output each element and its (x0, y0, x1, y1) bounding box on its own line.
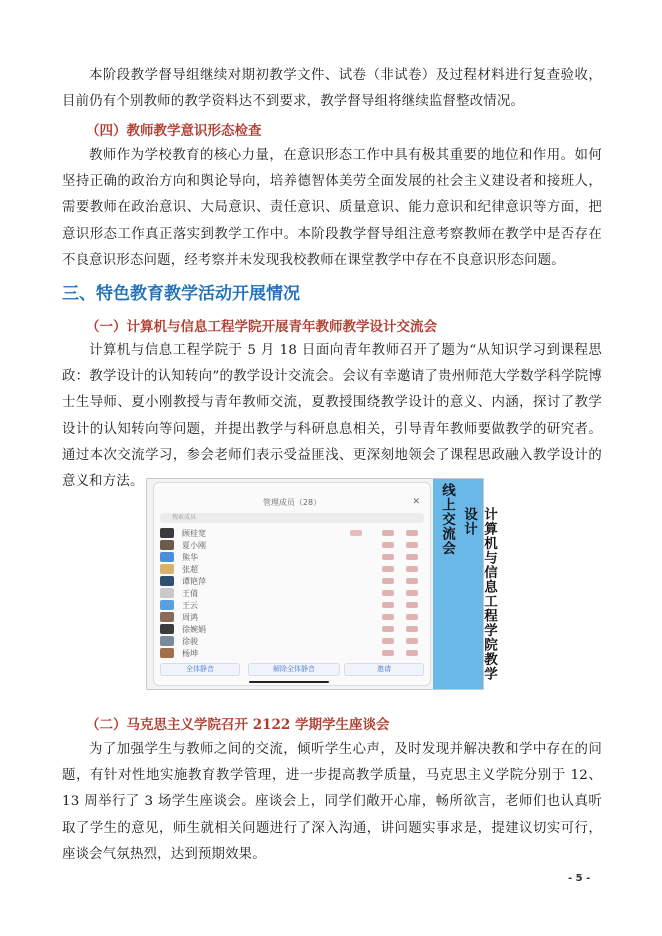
member-name: 杨坤 (182, 649, 198, 658)
member-row (160, 527, 422, 539)
mute-all-button[interactable]: 全体静音 (160, 663, 240, 676)
phone-title: 管理成员（28） (262, 498, 322, 507)
more-icon (406, 626, 418, 632)
paragraph-teaching-design-exchange: 计算机与信息工程学院于 5 月 18 日面向青年教师召开了题为“从知识学习到课程思政：教学设计的认知转向”的教学设计交流会。会议有幸邀请了贵州师范大学数学科学院博士生导师、夏小刚教授与青年教师交流，夏教授围绕教学设计的意义、内涵，探讨了教学设计的认知转向等问题，并提出教学与科研息息相关，引导青年教师要做教学的研究者。通过本次交流学习，参会老师们表示受益匪浅、更深刻地领会了课程思政融入教学设计的意义和方法。 (62, 343, 602, 490)
page-number: - 5 - (568, 873, 591, 884)
more-icon (406, 590, 418, 596)
avatar (160, 600, 174, 610)
avatar (160, 576, 174, 586)
member-row (160, 587, 422, 599)
more-icon (406, 578, 418, 584)
close-icon: ✕ (412, 497, 420, 507)
member-name: 熊华 (182, 553, 198, 562)
more-icon (406, 530, 418, 536)
camera-icon (382, 638, 394, 644)
avatar (160, 636, 174, 646)
member-row (160, 611, 422, 623)
paragraph-student-forum: 为了加强学生与教师之间的交流，倾听学生心声，及时发现并解决教和学中存在的问题，有针对性地实施教育教学管理，进一步提高教学质量，马克思主义学院分别于 12、13 周举行了 3 场学生座谈会。座谈会上，同学们敞开心扉，畅所欲言，老师们也认真听取了学生的意见，师生就相关问题进行了深入沟通，讲问题实事求是，提建议切实可行，座谈会气氛热烈，达到预期效果。 (62, 742, 602, 862)
phone-screenshot (153, 482, 431, 686)
phone-search-bar: 搜索成员 (160, 513, 424, 523)
figure-caption-panel (433, 479, 497, 689)
member-row (160, 647, 422, 659)
avatar (160, 588, 174, 598)
member-row (160, 539, 422, 551)
more-icon (406, 614, 418, 620)
section-heading-featured-activities: 三、特色教育教学活动开展情况 (62, 284, 300, 304)
member-name: 王倩 (182, 589, 198, 598)
avatar (160, 624, 174, 634)
member-name: 张超 (182, 565, 198, 574)
paragraph-ideology-check: 教师作为学校教育的核心力量，在意识形态工作中具有极其重要的地位和作用。如何坚持正确的政治方向和舆论导向，培养德智体美劳全面发展的社会主义建设者和接班人，需要教师在政治意识、大局意识、责任意识、质量意识、能力意识和纪律意识等方面，把意识形态工作真正落实到教学工作中。本阶段教学督导组注意考察教师在教学中是否存在不良意识形态问题，经考察并未发现我校教师在课堂教学中存在不良意识形态问题。 (62, 148, 602, 268)
more-icon (406, 554, 418, 560)
more-icon (406, 650, 418, 656)
avatar (160, 540, 174, 550)
section-heading-teaching-design-exchange: （一）计算机与信息工程学院开展青年教师教学设计交流会 (86, 319, 437, 335)
home-indicator (249, 681, 329, 683)
avatar (160, 564, 174, 574)
meeting-screenshot-figure (146, 478, 497, 690)
member-row (160, 551, 422, 563)
camera-icon (382, 530, 394, 536)
invite-button[interactable]: 邀请 (344, 663, 424, 676)
member-name: 夏小刚 (182, 541, 206, 550)
member-name: 顾桂宽 (182, 529, 206, 538)
camera-icon (382, 566, 394, 572)
avatar (160, 612, 174, 622)
camera-icon (382, 614, 394, 620)
section-heading-ideology-check: （四）教师教学意识形态检查 (86, 123, 262, 139)
member-row (160, 635, 422, 647)
member-name: 谭艳萍 (182, 577, 206, 586)
section-heading-student-forum: （二）马克思主义学院召开 2122 学期学生座谈会 (86, 717, 390, 733)
member-name: 王云 (182, 601, 198, 610)
member-row (160, 563, 422, 575)
camera-icon (382, 590, 394, 596)
unmute-all-button[interactable]: 解除全体静音 (248, 663, 340, 676)
camera-icon (382, 554, 394, 560)
caption-college-design: 计算机与信息工程学院教学设计 (461, 507, 497, 681)
camera-icon (382, 626, 394, 632)
member-row (160, 599, 422, 611)
mic-icon (350, 530, 362, 536)
member-name: 徐婉娟 (182, 625, 206, 634)
avatar (160, 528, 174, 538)
camera-icon (382, 602, 394, 608)
member-name: 徐骏 (182, 637, 198, 646)
camera-icon (382, 578, 394, 584)
paragraph-supervision-review: 本阶段教学督导组继续对期初教学文件、试卷（非试卷）及过程材料进行复查验收，目前仍有个别教师的教学资料达不到要求，教学督导组将继续监督整改情况。 (62, 68, 602, 110)
avatar (160, 648, 174, 658)
more-icon (406, 566, 418, 572)
camera-icon (382, 650, 394, 656)
more-icon (406, 602, 418, 608)
avatar (160, 552, 174, 562)
caption-online-meeting: 线上交流会 (439, 483, 455, 556)
more-icon (406, 542, 418, 548)
member-row (160, 575, 422, 587)
camera-icon (382, 542, 394, 548)
member-name: 周鸿 (182, 613, 198, 622)
more-icon (406, 638, 418, 644)
member-row (160, 623, 422, 635)
